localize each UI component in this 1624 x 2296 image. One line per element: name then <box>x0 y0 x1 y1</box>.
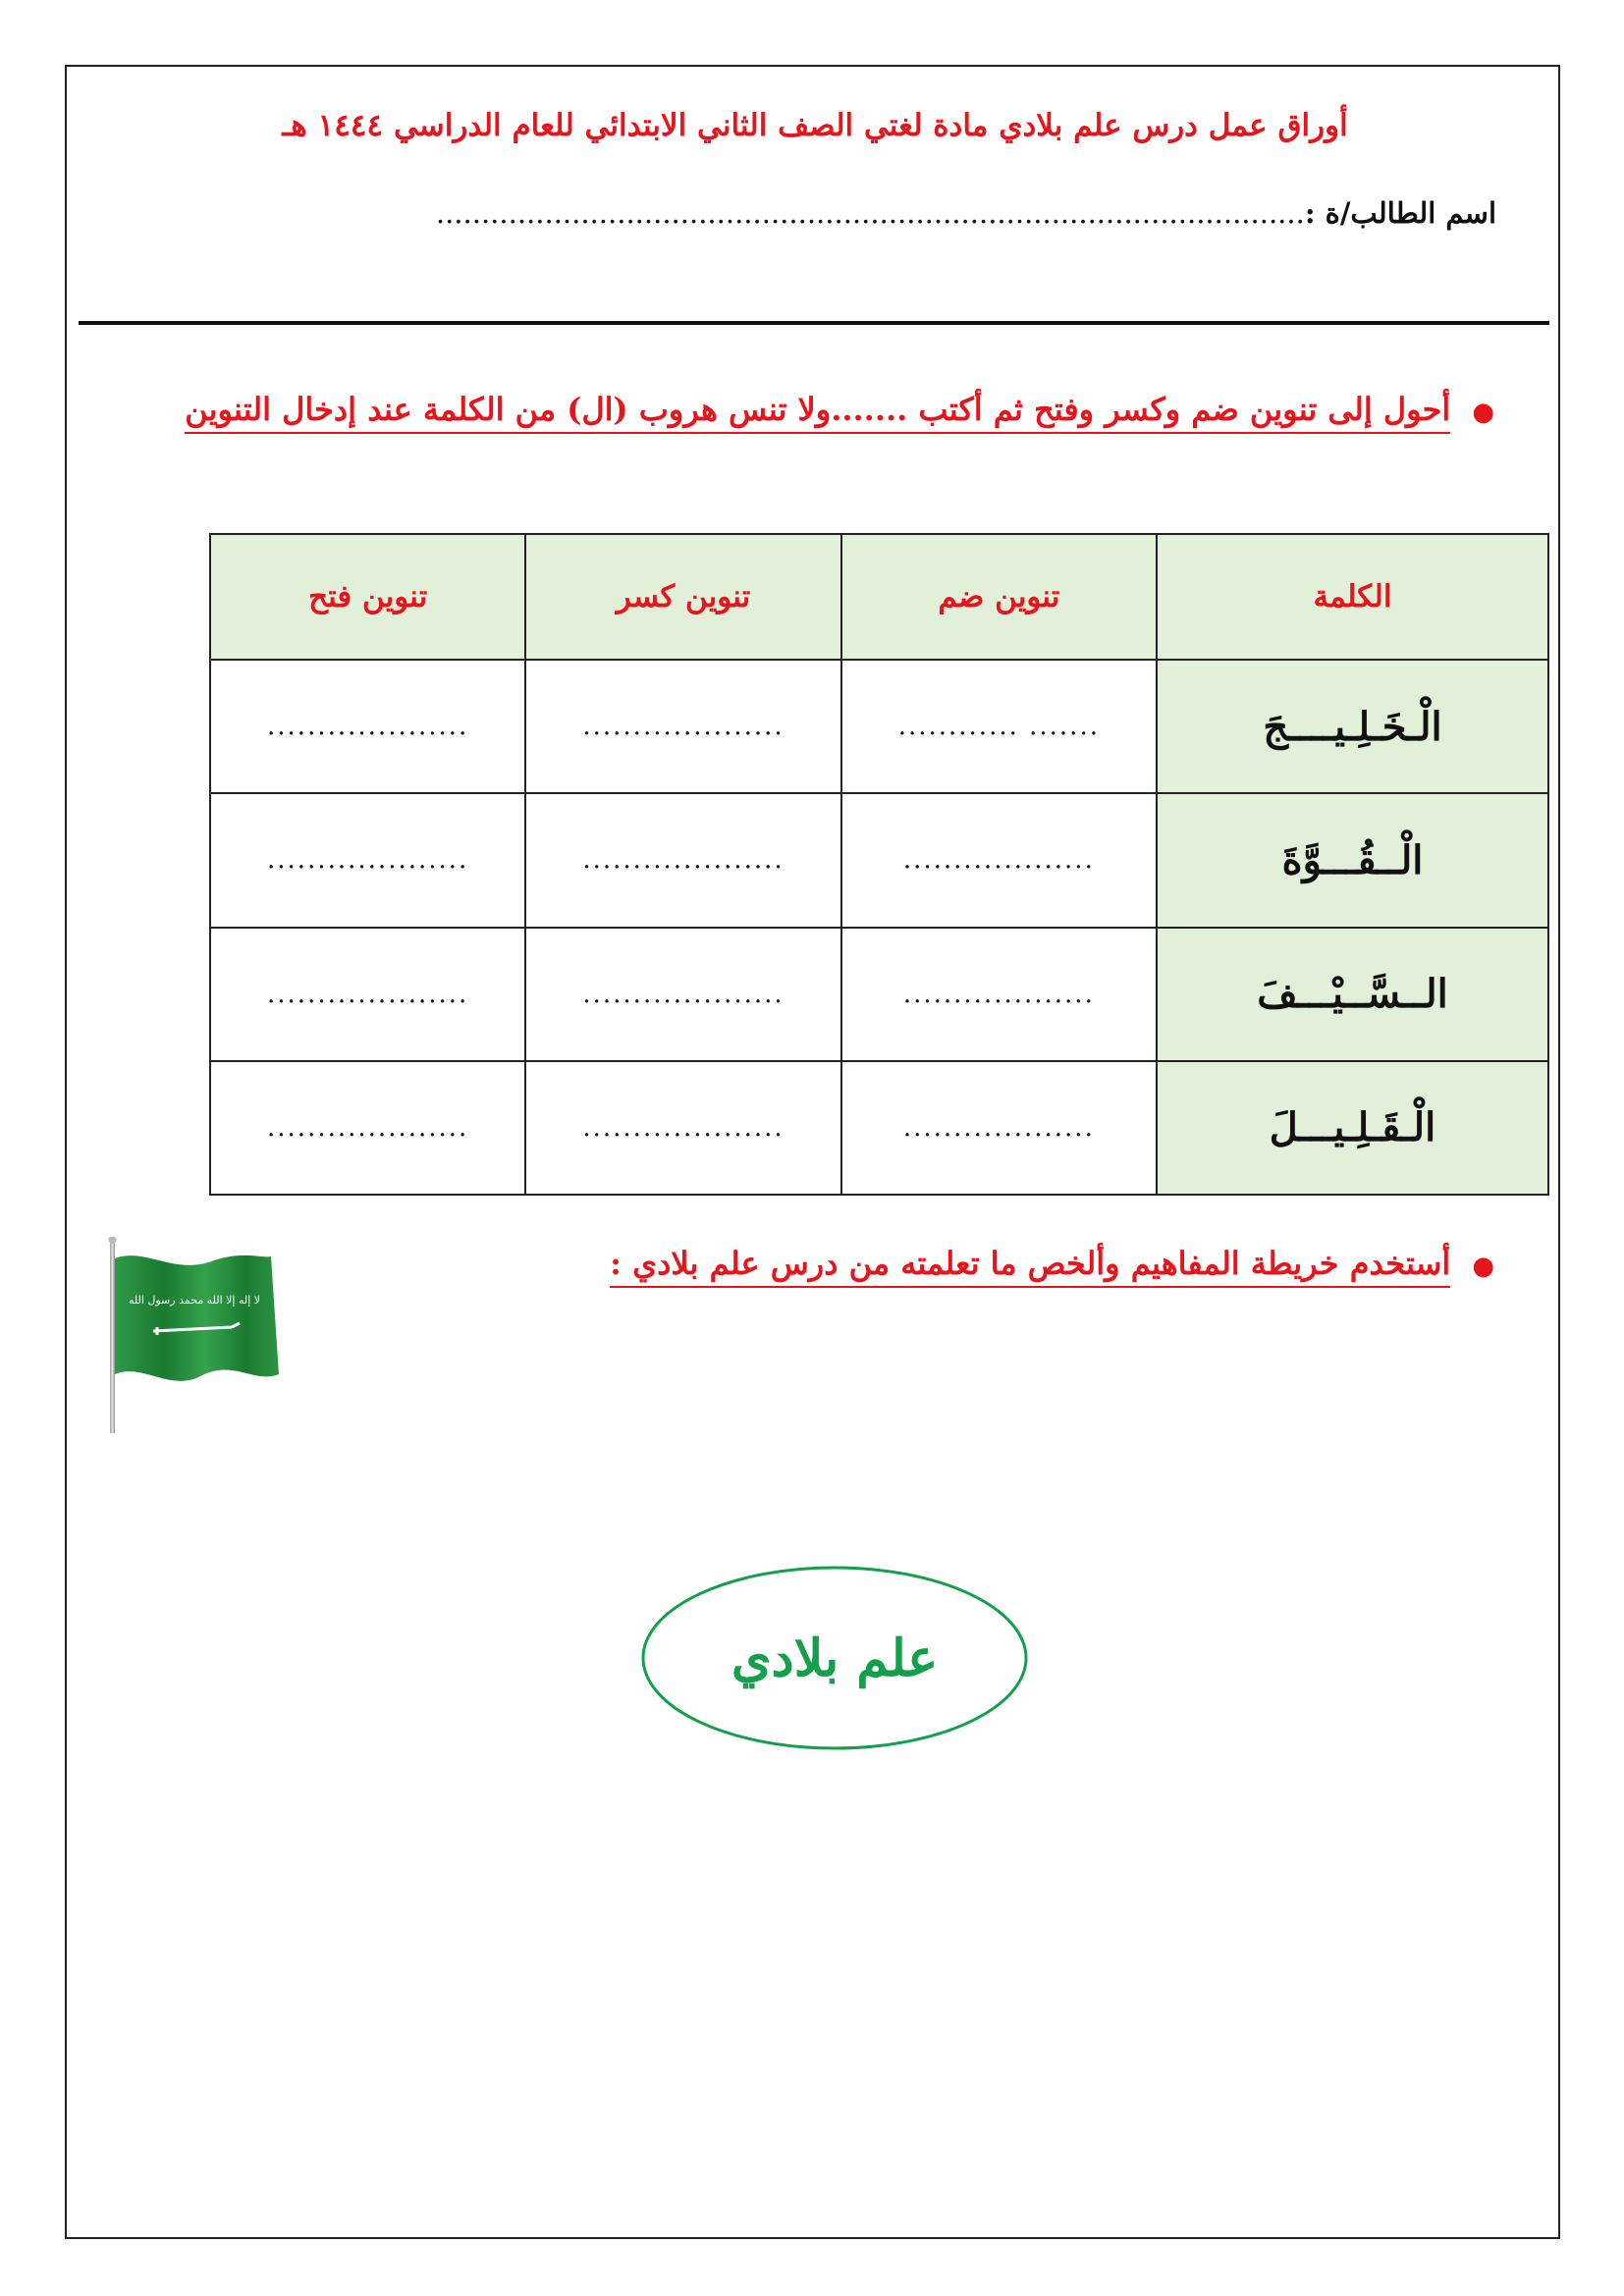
student-name-blank[interactable]: ................................................................................................ <box>435 196 1305 230</box>
answer-blank[interactable]: ................... <box>841 793 1157 927</box>
answer-blank[interactable]: .................... <box>525 1061 840 1195</box>
header-damma: تنوين ضم <box>841 534 1157 660</box>
word-cell: الْـقَـلِـيـــلَ <box>1157 1061 1548 1195</box>
flag-cloth <box>115 1255 279 1381</box>
answer-blank[interactable]: .................... <box>210 928 525 1061</box>
answer-blank[interactable]: ................... <box>841 928 1157 1061</box>
task2-instruction <box>610 1245 1494 1282</box>
answer-blank[interactable]: ................... <box>841 1061 1157 1195</box>
worksheet-title: أوراق عمل درس علم بلادي مادة لغتي الصف الثاني الابتدائي للعام الدراسي ١٤٤٤ هـ <box>282 108 1348 143</box>
student-name-label: اسم الطالب/ة : <box>1304 196 1496 230</box>
answer-blank[interactable]: .................... <box>525 660 840 793</box>
answer-blank[interactable]: .................... <box>210 660 525 793</box>
bullet-icon: ● <box>1472 1251 1494 1281</box>
tanween-table <box>209 533 1549 1196</box>
word-cell: الْـخَـلِـيــــجَ <box>1157 660 1548 793</box>
task1-instruction <box>185 391 1494 428</box>
bullet-icon: ● <box>1472 397 1494 427</box>
table-row <box>210 793 1548 927</box>
header-word: الكلمة <box>1157 534 1548 660</box>
answer-blank[interactable]: .................... <box>210 793 525 927</box>
student-name-line <box>122 196 1496 230</box>
answer-blank[interactable]: .................... <box>210 1061 525 1195</box>
table-row <box>210 1061 1548 1195</box>
task2-text: أستخدم خريطة المفاهيم وألخص ما تعلمته من درس علم بلادي : <box>610 1245 1450 1288</box>
header-kasra: تنوين كسر <box>525 534 840 660</box>
table-row <box>210 928 1548 1061</box>
saudi-flag-icon <box>106 1237 283 1433</box>
answer-blank[interactable]: .................... <box>525 928 840 1061</box>
flag-pole-finial <box>109 1237 117 1244</box>
answer-blank[interactable]: .................... <box>525 793 840 927</box>
concept-map-center: علم بلادي <box>731 1628 939 1688</box>
word-cell: الــسَّــيْـــفَ <box>1157 928 1548 1061</box>
task1-text: أحول إلى تنوين ضم وكسر وفتح ثم أكتب .......ولا تنس هروب (ال) من الكلمة عند إدخال التنوين <box>185 391 1450 434</box>
table-header-row <box>210 534 1548 660</box>
header-fatha: تنوين فتح <box>210 534 525 660</box>
answer-blank[interactable]: ....... ............ <box>841 660 1157 793</box>
word-cell: الْــقُـــوَّةَ <box>1157 793 1548 927</box>
table-row <box>210 660 1548 793</box>
header-divider <box>79 321 1549 325</box>
flag-shahada: لا إله إلا الله محمد رسول الله <box>128 1294 261 1307</box>
flag-pole <box>110 1237 115 1433</box>
